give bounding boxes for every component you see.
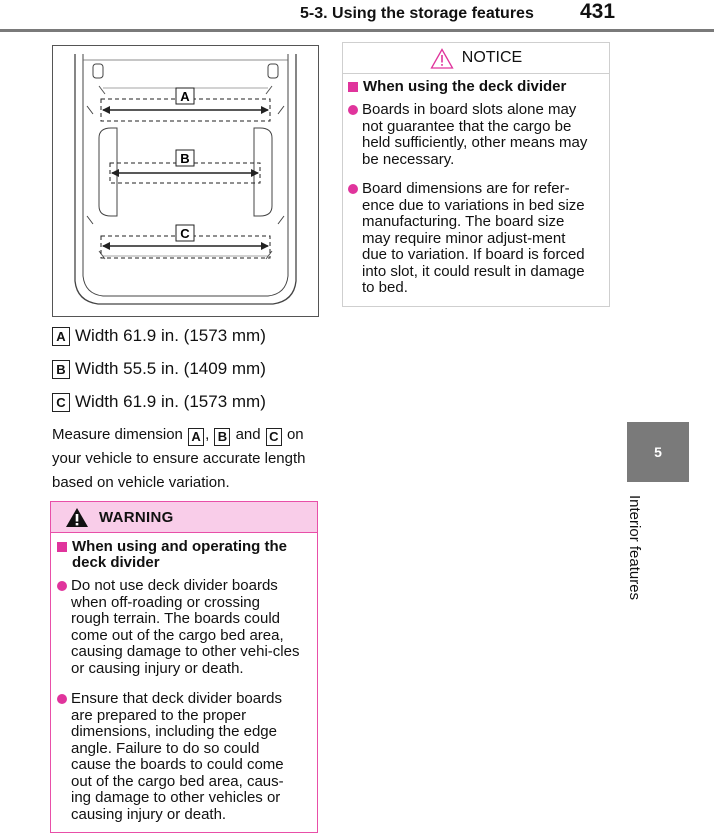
diagram-label-a (176, 88, 194, 104)
caution-icon (430, 48, 454, 69)
svg-text:B: B (180, 151, 190, 166)
dimension-c-text: Width 61.9 in. (1573 mm) (75, 392, 266, 411)
bullet-dot-icon (57, 581, 67, 591)
page-number: 431 (580, 0, 616, 23)
warning-header (51, 502, 317, 533)
bullet-dot-icon (348, 105, 358, 115)
chapter-title: Interior features (626, 495, 643, 601)
measure-note-and: and (235, 426, 261, 443)
notice-bullet: Board dimensions are for refer-ence due to variations in bed size manufacturing. The board size may require minor adjust-ment due to variation. If board is forced into slot, it could result in damage to bed. (348, 181, 593, 297)
chapter-tab (627, 422, 689, 482)
dimension-b-text: Width 55.5 in. (1409 mm) (75, 359, 266, 378)
measure-note-part1: Measure dimension (52, 426, 183, 443)
truck-bed-diagram (52, 45, 319, 317)
measure-note-sep: , (205, 426, 210, 443)
dimension-b (52, 359, 266, 379)
inline-label-a: A (188, 428, 204, 446)
notice-bullet: Boards in board slots alone may not guarantee that the cargo be held sufficiently, other means may be necessary. (348, 102, 593, 168)
truck-bed-illustration (53, 46, 318, 316)
section-title: 5-3. Using the storage features (300, 5, 534, 22)
inline-label-c: C (266, 428, 282, 446)
warning-icon (65, 507, 89, 528)
label-box-c: C (52, 393, 70, 412)
inline-label-b: B (214, 428, 230, 446)
measure-note (52, 423, 322, 495)
notice-header (343, 43, 609, 74)
svg-text:C: C (180, 226, 190, 241)
warning-bullet: Do not use deck divider boards when off-roading or crossing rough terrain. The boards could come out of the cargo bed area, causing damage to other vehi-cles or causing injury or death. (57, 578, 300, 677)
notice-box (342, 42, 610, 307)
notice-title: NOTICE (461, 49, 523, 66)
header-rule (0, 29, 714, 32)
square-bullet-icon (57, 542, 67, 552)
dimension-a-text: Width 61.9 in. (1573 mm) (75, 326, 266, 345)
bullet-dot-icon (57, 694, 67, 704)
label-box-a: A (52, 327, 70, 346)
bullet-dot-icon (348, 184, 358, 194)
warning-bullet: Ensure that deck divider boards are prepared to the proper dimensions, including the edge angle. Failure to do so could cause the boards to could come out of the cargo bed area, caus-ing damage to other vehicles or causing injury or death. (57, 691, 300, 823)
svg-text:A: A (180, 89, 190, 104)
dimension-c (52, 392, 266, 412)
diagram-label-c (176, 225, 194, 241)
square-bullet-icon (348, 82, 358, 92)
warning-section-heading: When using and operating the deck divider (57, 539, 300, 571)
label-box-b: B (52, 360, 70, 379)
notice-section-heading: When using the deck divider (348, 79, 593, 95)
measure-note-part2: on your vehicle to ensure accurate length based on vehicle variation. (52, 426, 306, 491)
warning-title: WARNING (99, 508, 174, 526)
dimension-a (52, 326, 266, 346)
chapter-side-label (621, 495, 647, 625)
diagram-label-b (176, 150, 194, 166)
warning-box (50, 501, 318, 833)
chapter-number: 5 (654, 444, 662, 460)
